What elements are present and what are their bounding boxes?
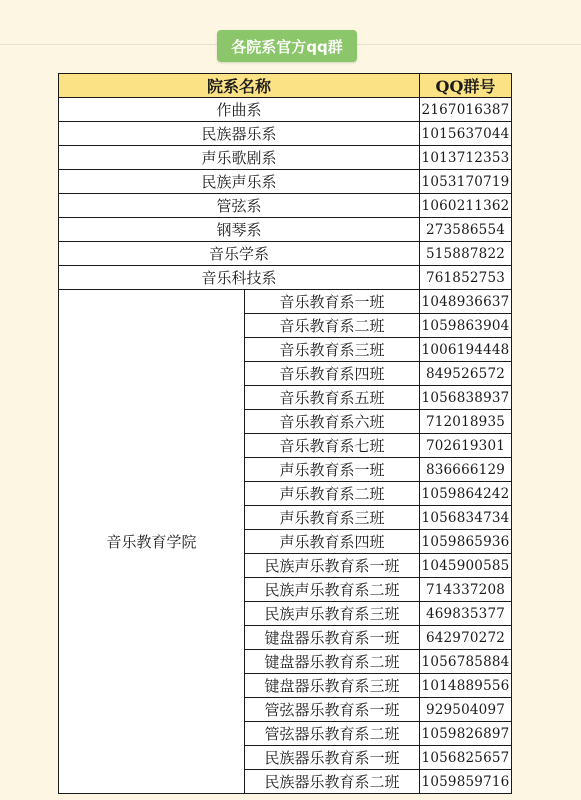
qq-group-number[interactable]: 1059863904 bbox=[420, 314, 512, 338]
qq-group-number[interactable]: 469835377 bbox=[420, 602, 512, 626]
qq-group-number[interactable]: 1045900585 bbox=[420, 554, 512, 578]
qq-group-number[interactable]: 1015637044 bbox=[420, 122, 512, 146]
table-row bbox=[59, 170, 512, 194]
class-name: 音乐教育系三班 bbox=[245, 338, 420, 362]
qq-group-number[interactable]: 1053170719 bbox=[420, 170, 512, 194]
qq-group-number[interactable]: 642970272 bbox=[420, 626, 512, 650]
class-name: 音乐教育系二班 bbox=[245, 314, 420, 338]
qq-group-number[interactable]: 1056838937 bbox=[420, 386, 512, 410]
table-row bbox=[59, 242, 512, 266]
qq-group-number[interactable]: 1056825657 bbox=[420, 746, 512, 770]
qq-group-number[interactable]: 702619301 bbox=[420, 434, 512, 458]
qq-group-number[interactable]: 1059865936 bbox=[420, 530, 512, 554]
qq-group-number[interactable]: 1014889556 bbox=[420, 674, 512, 698]
department-name: 音乐学系 bbox=[59, 242, 420, 266]
class-name: 管弦器乐教育系二班 bbox=[245, 722, 420, 746]
department-name: 作曲系 bbox=[59, 98, 420, 122]
department-name: 民族器乐系 bbox=[59, 122, 420, 146]
class-name: 音乐教育系四班 bbox=[245, 362, 420, 386]
qq-group-table bbox=[58, 73, 512, 794]
department-name: 管弦系 bbox=[59, 194, 420, 218]
qq-group-number[interactable]: 1056834734 bbox=[420, 506, 512, 530]
table-row bbox=[59, 218, 512, 242]
department-name: 音乐科技系 bbox=[59, 266, 420, 290]
class-name: 音乐教育系七班 bbox=[245, 434, 420, 458]
class-name: 民族声乐教育系二班 bbox=[245, 578, 420, 602]
table-body bbox=[59, 98, 512, 794]
class-name: 民族声乐教育系三班 bbox=[245, 602, 420, 626]
qq-group-number[interactable]: 836666129 bbox=[420, 458, 512, 482]
table-row bbox=[59, 290, 512, 314]
class-name: 声乐教育系四班 bbox=[245, 530, 420, 554]
qq-group-number[interactable]: 761852753 bbox=[420, 266, 512, 290]
qq-group-number[interactable]: 714337208 bbox=[420, 578, 512, 602]
qq-group-number[interactable]: 849526572 bbox=[420, 362, 512, 386]
class-name: 键盘器乐教育系三班 bbox=[245, 674, 420, 698]
table-header-row bbox=[59, 74, 512, 98]
qq-group-number[interactable]: 929504097 bbox=[420, 698, 512, 722]
qq-group-number[interactable]: 1059864242 bbox=[420, 482, 512, 506]
table-row bbox=[59, 146, 512, 170]
qq-group-number[interactable]: 1059826897 bbox=[420, 722, 512, 746]
class-name: 音乐教育系六班 bbox=[245, 410, 420, 434]
qq-group-number[interactable]: 2167016387 bbox=[420, 98, 512, 122]
table-row bbox=[59, 194, 512, 218]
qq-group-number[interactable]: 1056785884 bbox=[420, 650, 512, 674]
class-name: 音乐教育系一班 bbox=[245, 290, 420, 314]
qq-group-number[interactable]: 1060211362 bbox=[420, 194, 512, 218]
column-header-qq: QQ群号 bbox=[420, 74, 512, 98]
table-row bbox=[59, 266, 512, 290]
class-name: 键盘器乐教育系一班 bbox=[245, 626, 420, 650]
class-name: 管弦器乐教育系一班 bbox=[245, 698, 420, 722]
class-name: 民族声乐教育系一班 bbox=[245, 554, 420, 578]
class-name: 民族器乐教育系一班 bbox=[245, 746, 420, 770]
qq-group-number[interactable]: 1048936637 bbox=[420, 290, 512, 314]
qq-group-number[interactable]: 1006194448 bbox=[420, 338, 512, 362]
table-row bbox=[59, 122, 512, 146]
qq-group-number[interactable]: 273586554 bbox=[420, 218, 512, 242]
class-name: 声乐教育系一班 bbox=[245, 458, 420, 482]
class-name: 声乐教育系三班 bbox=[245, 506, 420, 530]
column-header-department: 院系名称 bbox=[59, 74, 420, 98]
class-name: 音乐教育系五班 bbox=[245, 386, 420, 410]
class-name: 声乐教育系二班 bbox=[245, 482, 420, 506]
qq-group-number[interactable]: 1013712353 bbox=[420, 146, 512, 170]
table-row bbox=[59, 98, 512, 122]
qq-group-number[interactable]: 1059859716 bbox=[420, 770, 512, 794]
qq-group-number[interactable]: 712018935 bbox=[420, 410, 512, 434]
class-name: 键盘器乐教育系二班 bbox=[245, 650, 420, 674]
department-name: 声乐歌剧系 bbox=[59, 146, 420, 170]
section-title-badge: 各院系官方qq群 bbox=[217, 30, 357, 62]
department-name: 钢琴系 bbox=[59, 218, 420, 242]
department-name: 民族声乐系 bbox=[59, 170, 420, 194]
college-name: 音乐教育学院 bbox=[59, 290, 245, 794]
qq-group-number[interactable]: 515887822 bbox=[420, 242, 512, 266]
class-name: 民族器乐教育系二班 bbox=[245, 770, 420, 794]
